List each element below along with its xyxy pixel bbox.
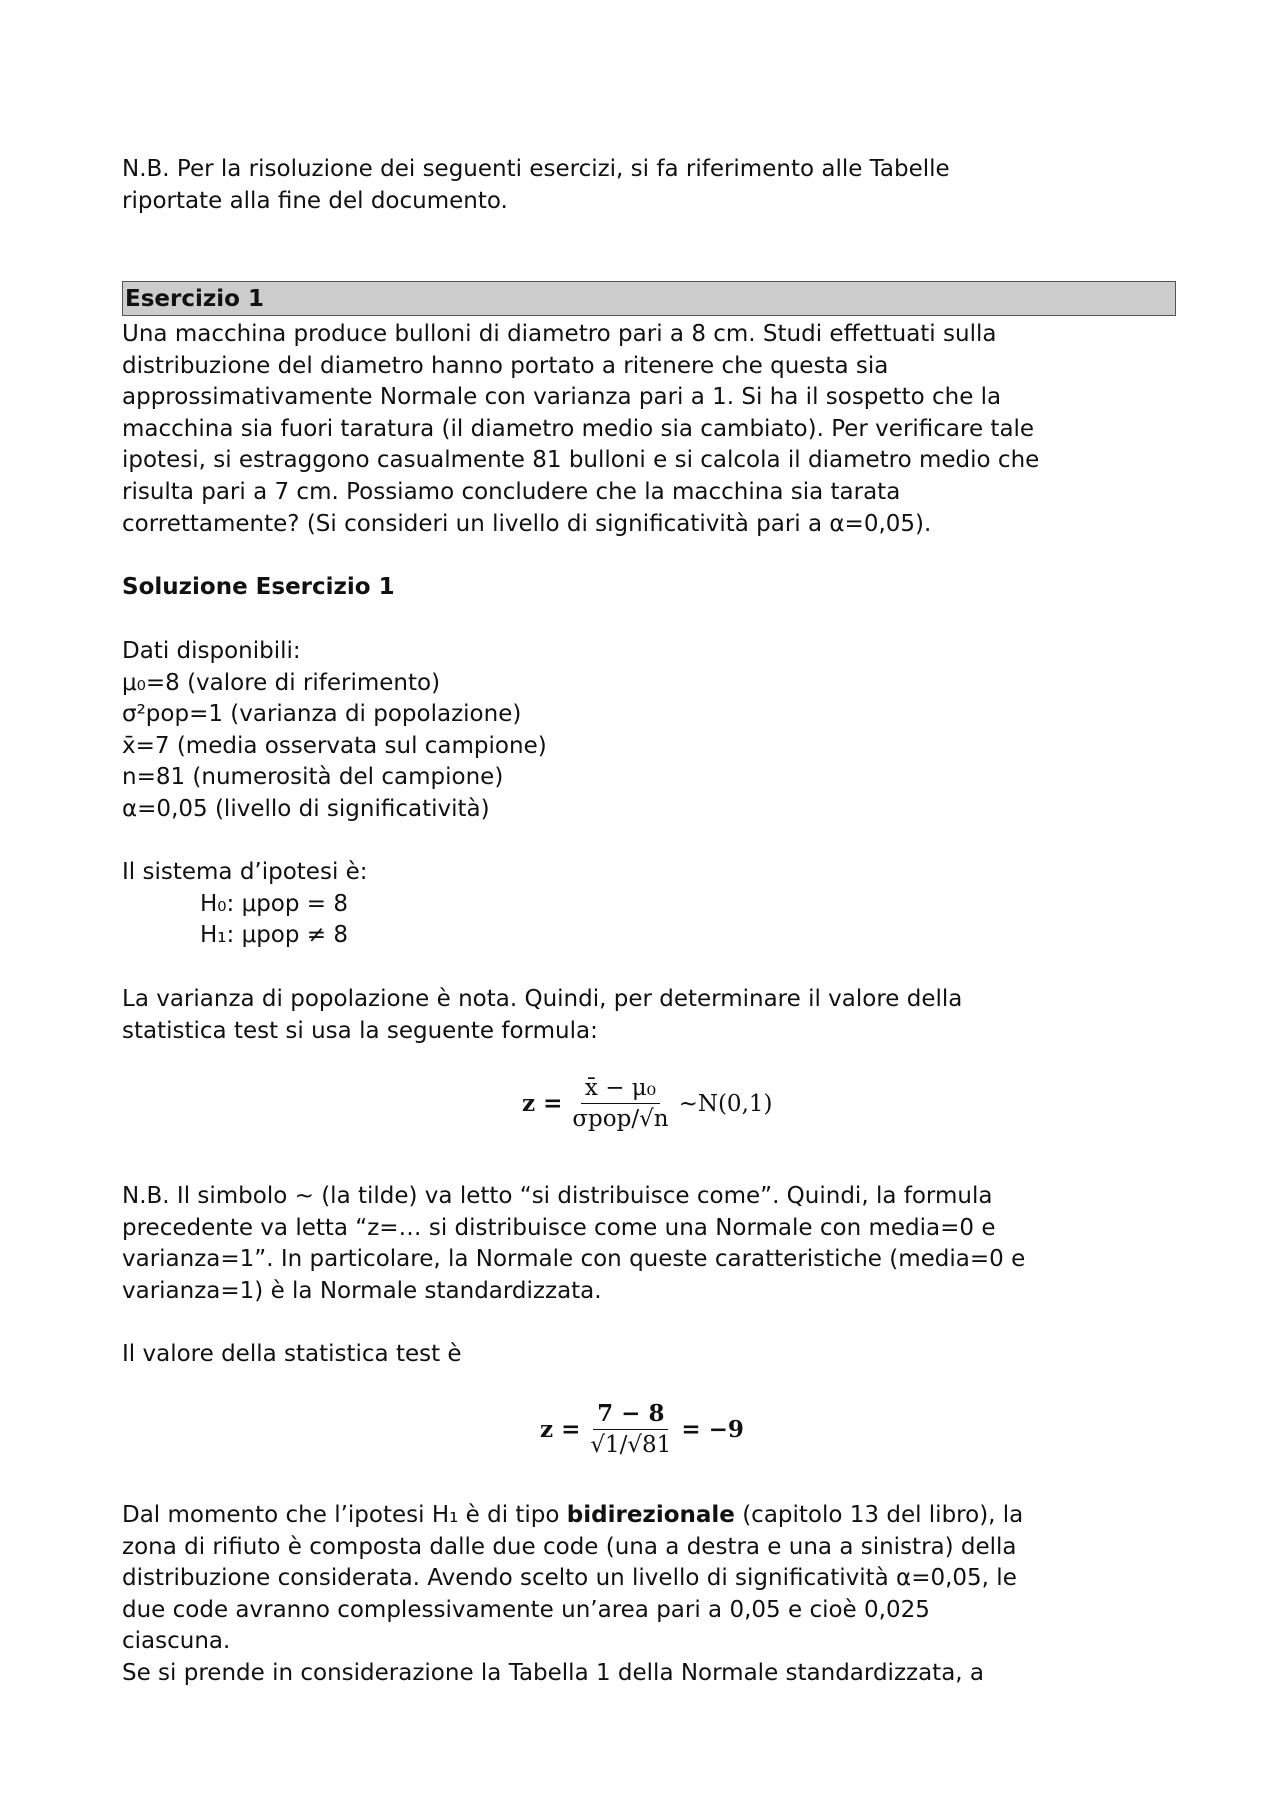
- note: [122, 154, 950, 217]
- exercise-title: Esercizio 1: [122, 281, 1176, 316]
- exercise-text: [122, 319, 1039, 540]
- text-line: statistica test si usa la seguente formula:: [122, 1017, 598, 1044]
- text-line: macchina sia fuori taratura (il diametro medio sia cambiato). Per verificare tale: [122, 415, 1035, 442]
- data-title: Dati disponibili:: [122, 638, 301, 664]
- text-line: distribuzione del diametro hanno portato a ritenere che questa sia: [122, 352, 889, 379]
- text: (capitolo 13 del libro), la: [734, 1502, 1024, 1528]
- text-line: risulta pari a 7 cm. Possiamo concludere che la macchina sia tarata: [122, 478, 901, 505]
- text-line: distribuzione considerata. Avendo scelto un livello di significatività α=0,05, le: [122, 1565, 1017, 1592]
- formula-lhs: z =: [540, 1415, 581, 1443]
- hypotheses: [122, 857, 368, 952]
- null-hypothesis: H₀: μpop = 8: [200, 890, 349, 917]
- text-line: zona di rifiuto è composta dalle due code (una a destra e una a sinistra) della: [122, 1533, 1017, 1560]
- denominator: √1/√81: [590, 1432, 672, 1458]
- solution-title: Soluzione Esercizio 1: [122, 574, 395, 600]
- text-line: correttamente? (Si consideri un livello di significatività pari a α=0,05).: [122, 510, 932, 537]
- text: Dal momento che l’ipotesi H₁ è di tipo: [122, 1502, 567, 1528]
- text-line: ciascuna.: [122, 1628, 231, 1655]
- tilde-note: [122, 1181, 1025, 1307]
- formula-rhs: = −9: [681, 1415, 744, 1443]
- data-item: α=0,05 (livello di significatività): [122, 795, 490, 822]
- denominator: σpop/√n: [572, 1106, 669, 1132]
- text-line: varianza=1) è la Normale standardizzata.: [122, 1277, 602, 1304]
- data-item: μ₀=8 (valore di riferimento): [122, 669, 441, 696]
- text-line: approssimativamente Normale con varianza pari a 1. Si ha il sospetto che la: [122, 384, 1002, 411]
- formula-z-statistic: [522, 1075, 772, 1132]
- data-item: n=81 (numerosità del campione): [122, 764, 504, 791]
- formula-fraction: [568, 1075, 672, 1132]
- formula-rhs: ~N(0,1): [678, 1090, 773, 1117]
- variance-text: [122, 984, 962, 1047]
- data-list: [122, 636, 547, 826]
- text-line: riportate alla fine del documento.: [122, 187, 508, 214]
- text-line: ipotesi, si estraggono casualmente 81 bulloni e si calcola il diametro medio che: [122, 447, 1040, 474]
- data-item: σ²pop=1 (varianza di popolazione): [122, 701, 522, 728]
- numerator: x̄ − μ₀: [581, 1075, 660, 1104]
- text-line: N.B. Per la risoluzione dei seguenti esercizi, si fa riferimento alle Tabelle: [122, 156, 950, 182]
- final-text: [122, 1500, 1023, 1690]
- hypotheses-title: Il sistema d’ipotesi è:: [122, 859, 368, 885]
- text-line: due code avranno complessivamente un’area pari a 0,05 e cioè 0,025: [122, 1596, 930, 1623]
- text-line: Una macchina produce bulloni di diametro pari a 8 cm. Studi effettuati sulla: [122, 321, 997, 347]
- data-item: x̄=7 (media osservata sul campione): [122, 732, 547, 759]
- text-line: La varianza di popolazione è nota. Quindi, per determinare il valore della: [122, 986, 963, 1012]
- text-line: [122, 1500, 1023, 1532]
- text-line: varianza=1”. In particolare, la Normale con queste caratteristiche (media=0 e: [122, 1246, 1026, 1273]
- numerator: 7 − 8: [593, 1400, 668, 1430]
- text-line: N.B. Il simbolo ~ (la tilde) va letto “si distribuisce come”. Quindi, la formula: [122, 1183, 993, 1209]
- alternative-hypothesis: H₁: μpop ≠ 8: [200, 922, 349, 949]
- text-line: precedente va letta “z=… si distribuisce come una Normale con media=0 e: [122, 1214, 996, 1241]
- bold-term: bidirezionale: [566, 1502, 735, 1528]
- formula-fraction: [586, 1400, 675, 1458]
- formula-lhs: z =: [522, 1090, 563, 1117]
- text-line: Se si prende in considerazione la Tabella 1 della Normale standardizzata, a: [122, 1659, 985, 1686]
- value-title: Il valore della statistica test è: [122, 1341, 462, 1367]
- formula-z-value: [540, 1400, 744, 1458]
